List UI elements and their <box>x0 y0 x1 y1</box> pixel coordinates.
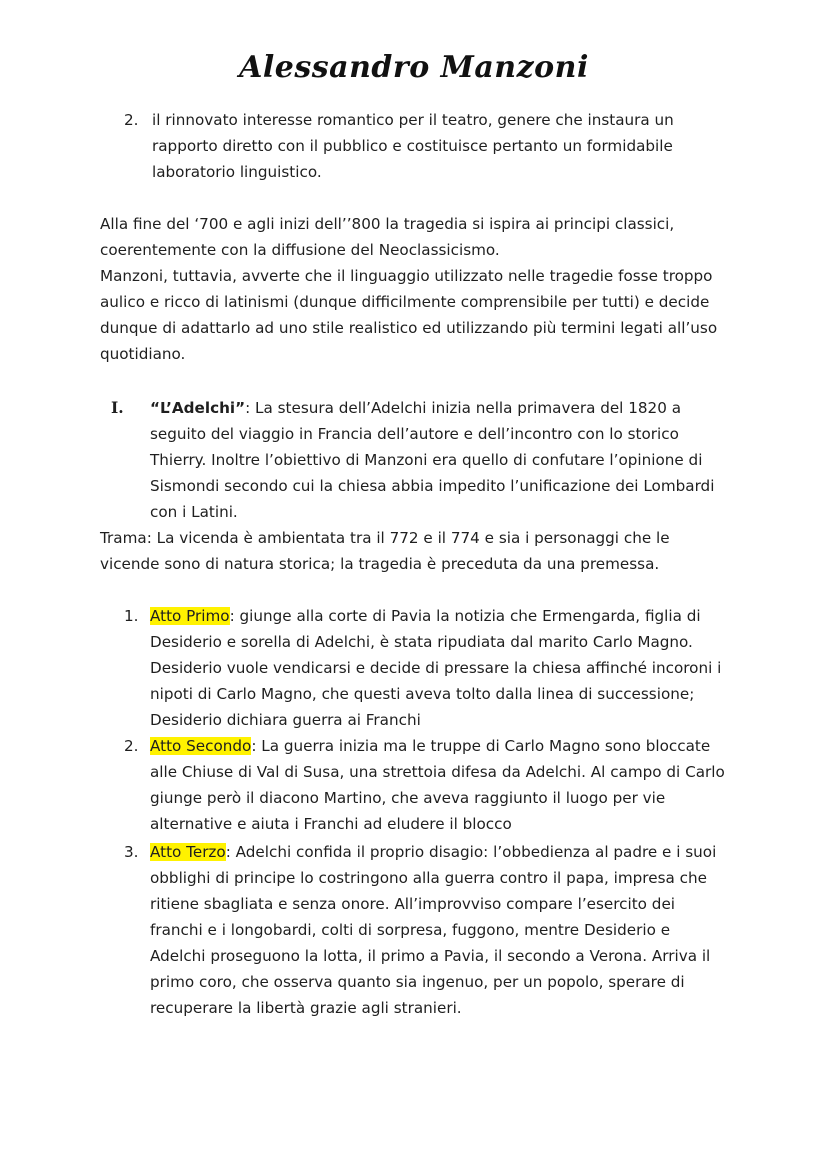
paragraph-line: Manzoni, tuttavia, avverte che il linguaggio utilizzato nelle tragedie fosse troppo aulico e ricco di latinismi (dunque difficilmente comprensibile per tutti) e decide dunque di adattarlo ad uno stile realistico ed utilizzando più termini legati all’uso quotidiano. <box>100 267 718 363</box>
highlighted-label: Atto Terzo <box>150 843 226 861</box>
list-item-text: : giunge alla corte di Pavia la notizia che Ermengarda, figlia di Desiderio e sorella di Adelchi, è stata ripudiata dal marito Carlo Magno. Desiderio vuole vendicarsi e decide di pressare la chiesa affinché incoroni i nipoti di Carlo Magno, che questi aveva tolto dalla linea di successione; Desiderio dichiara guerra ai Franchi <box>150 607 722 729</box>
highlighted-label: Atto Primo <box>150 607 230 625</box>
section-text: : La stesura dell’Adelchi inizia nella primavera del 1820 a seguito del viaggio in Francia dell’autore e dell’incontro con lo storico Thierry. Inoltre l’obiettivo di Manzoni era quello di confutare l’opinione di Sismondi secondo cui la chiesa abbia impedito l’unificazione dei Lombardi con i Latini. <box>150 399 715 521</box>
list-number: 3. <box>124 843 139 861</box>
list-number: 2. <box>124 111 139 129</box>
list-item-atto-terzo <box>150 839 730 1021</box>
paragraph-trama: Trama: La vicenda è ambientata tra il 772 e il 774 e sia i personaggi che le vicende sono di natura storica; la tragedia è preceduta da una premessa. <box>100 529 670 573</box>
highlighted-label: Atto Secondo <box>150 737 252 755</box>
list-number: 1. <box>124 607 139 625</box>
list-item-text: : La guerra inizia ma le truppe di Carlo Magno sono bloccate alle Chiuse di Val di Susa, una strettoia difesa da Adelchi. Al campo di Carlo giunge però il diacono Martino, che aveva raggiunto il luogo per vie alternative e aiuta i Franchi ad eludere il blocco <box>150 737 725 833</box>
list-item-text: : Adelchi confida il proprio disagio: l’obbedienza al padre e i suoi obblighi di principe lo costringono alla guerra contro il papa, impresa che ritiene sbagliata e senza onore. All’improvviso compare l’esercito dei franchi e i longobardi, colti di sorpresa, fuggono, mentre Desiderio e Adelchi proseguono la lotta, il primo a Pavia, il secondo a Verona. Arriva il primo coro, che osserva quanto sia ingenuo, per un popolo, sperare di recuperare la libertà grazie agli stranieri. <box>150 843 717 1017</box>
paragraph-intro <box>100 211 740 367</box>
list-number: 2. <box>124 737 139 755</box>
section-title: “L’Adelchi” <box>150 399 246 417</box>
paragraph-line: Alla fine del ‘700 e agli inizi dell’’800 la tragedia si ispira ai principi classici, coerentemente con la diffusione del Neoclassicismo. <box>100 215 675 259</box>
list-item-atto-secondo <box>150 733 730 837</box>
page-title: Alessandro Manzoni <box>239 50 589 85</box>
list-item-text: il rinnovato interesse romantico per il teatro, genere che instaura un rapporto diretto con il pubblico e costituisce pertanto un formidabile laboratorio linguistico. <box>152 111 674 181</box>
section-adelchi <box>150 395 732 525</box>
section-numeral: I. <box>111 398 124 417</box>
list-item-atto-primo <box>150 603 730 733</box>
